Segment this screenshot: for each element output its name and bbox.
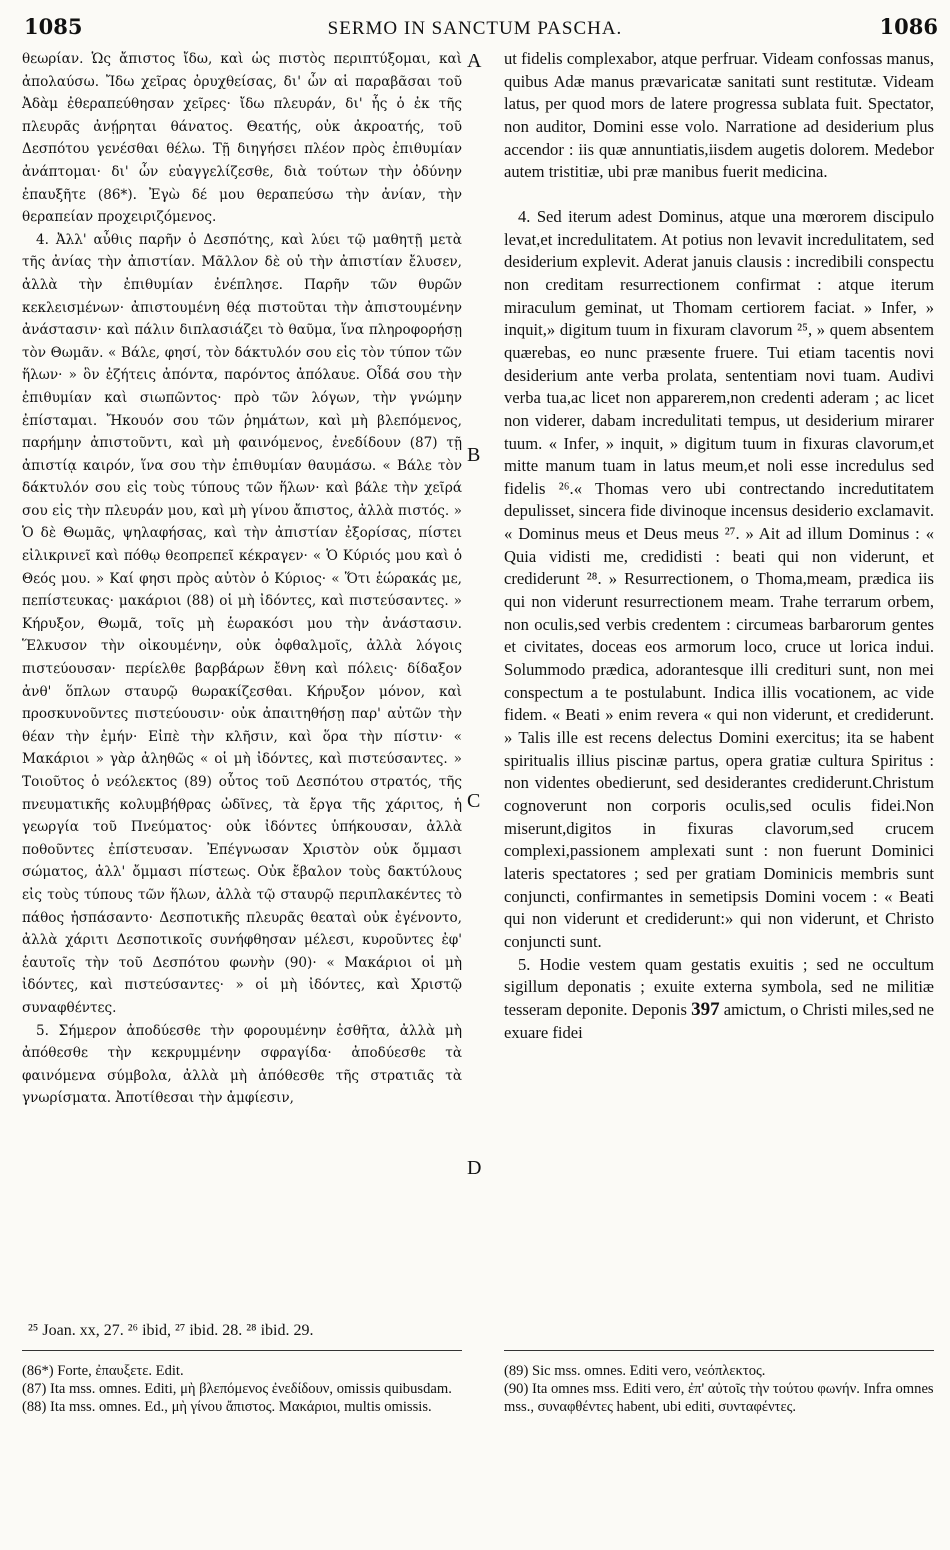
footnote-rule-right <box>504 1350 934 1351</box>
running-header <box>0 8 950 42</box>
greek-paragraph-1: θεωρίαν. Ὡς ἄπιστος ἴδω, καὶ ὡς πιστὸς περιπτύξομαι, καὶ ἀπολαύσω. Ἴδω χεῖρας ὀρυχθείσας, δι' ὧν αἱ παραβᾶσαι τοῦ Ἀδὰμ ἐθεραπεύθησαν χεῖρες· ἴδω πλευράν, δι' ἧς ὁ ἐκ τῆς πλευρᾶς ἀνῄρηται θάνατος. Θεατής, οὐκ ἀκροατής, τοῦ Δεσπότου γενέσθαι θέλω. Τῇ διηγήσει πλέον πρὸς ἐπιθυμίαν ἀνάπτομαι· δι' ὧν εὐαγγελίζεσθε, διὰ τούτων τὴν ὀδύνην ἐπαυξῆτε (86*). Ἐγὼ δέ μου θεραπεύσω τὴν ἀνίαν, τὴν θεραπείαν προχειριζόμενος. <box>22 51 462 226</box>
latin-paragraph-4: 4. Sed iterum adest Dominus, atque una mœrorem discipulo levat,et incredulitatem. At potius non levavit incredulitatem, sed desiderium explevit. Aderat januis clausis : incredibili conspectu non creditam resurrectionem confirmat : atque iterum miraculum geminat, ut Thomam certiorem faciat. » Infer, » inquit,» digitum tuum in fixuram clavorum ²⁵, » quem absentem quærebas, eo nunc præsente fruere. Tui etiam tacentis novi desiderium ante verba prolata, sententiam novi tuam. Audivi verba tua,ac licet non apparerem,non credenti aderam ; ac licet non viderer, dabam incredulitati tempus, ut desiderium mirarer tuum. « Infer, » inquit, » digitum tuum in fixuras clavorum,et mitte manum tuam in latus meum,et noli esse incredulus sed fidelis ²⁶.« Thomas vero ubi contrectando incredutitatem depulisset, sincera fide divinoque incensus desiderio exclamavit. « Dominus meus et Deus meus ²⁷. » Ait ad illum Dominus : « Quia vidisti me, credidisti : beati qui non viderunt, et crediderunt ²⁸. » Resurrectionem, o Thoma,meam, prædica iis qui non viderunt resurrectionem meam. Trahe terrarum orbem, non oculis,sed verbis credentem : circumeas barbarorum gentes et civitates, doceas eos armorum loco, cruce ut lorica indui. Solummodo prædica, adorantesque illi credituri sunt, non mei conspectum a te postulabunt. Indica illis vocationem, ac vide fidem. « Beati » enim revera « qui non viderunt, et crediderunt. » Talis ille est recens delectus Domini exercitus; ita se habent spiritualis illius piscinæ partus, opera gratiæ cultura Spiritus : non videntes obedierunt, sed desiderantes crediderunt.Christum cognoverunt non corporis oculis,sed oculis fidei.Non miserunt,digitos in fixuras clavorum,sed crucem complexi,passionem amplexati sunt : non fuerunt Dominici lateris spectatores ; sed per gratiam Dominicis membris sunt conjuncti, confirmantes in semetipsis Domini vocem : « Beati qui non viderunt et crediderunt:» qui non viderunt, et Christo conjuncti sunt. <box>504 206 934 951</box>
page-number-right: 1086 <box>879 14 938 39</box>
footnote: (86*) Forte, ἐπαυξετε. Edit. <box>22 1363 184 1379</box>
page-number-left: 1085 <box>24 14 83 39</box>
footnote: (87) Ita mss. omnes. Editi, μὴ βλεπόμενος ἐνεδίδουν, omissis quibusdam. <box>22 1381 452 1397</box>
footnotes-right <box>504 1362 934 1416</box>
page-title: SERMO IN SANCTUM PASCHA. <box>327 18 623 39</box>
greek-column <box>22 48 462 1110</box>
footnote-rule-left <box>22 1350 462 1351</box>
latin-paragraph-1: ut fidelis complexabor, atque perfruar. Videam confossas manus, quibus Adæ manus prævaricatæ sanitati sunt restitutæ. Videam latus, per quod mors de latere progressa sublata fuit. Spectator, non auditor, Domini esse volo. Narratione ad desiderium plus accendor : iis quæ annuntiatis,iisdem augetis dolorem. Medebor autem tristitiæ, ubi præ manibus fuerit medicina. <box>504 49 934 182</box>
footnote: (89) Sic mss. omnes. Editi vero, νεόπλεκτος. <box>504 1363 766 1379</box>
latin-paragraph-5-end: amictum, o Christi miles,sed ne exuare fidei <box>504 999 935 1042</box>
latin-column <box>504 48 934 1044</box>
column-number: 397 <box>691 998 720 1020</box>
footnote: (88) Ita mss. omnes. Ed., μὴ γίνου ἄπιστος. Μακάριοι, multis omissis. <box>22 1399 432 1415</box>
paragraph-gap <box>504 184 934 206</box>
margin-mark-d: D <box>467 1157 482 1179</box>
footnote: (90) Ita omnes mss. Editi vero, ἐπ' αὐτοῖς τὴν τούτου φωνήν. Infra omnes mss., συναφθέντες habent, ubi editi, συνταφέντες. <box>504 1381 934 1415</box>
scripture-references: ²⁵ Joan. xx, 27. ²⁶ ibid, ²⁷ ibid. 28. ²⁸ ibid. 29. <box>28 1322 314 1339</box>
greek-paragraph-5: 5. Σήμερον ἀποδύεσθε τὴν φορουμένην ἐσθῆτα, ἀλλὰ μὴ ἀπόθεσθε τὴν κεκρυμμένην σφραγίδα· ἀποδύεσθε τὰ φαινόμενα σύμβολα, ἀλλὰ μὴ ἀπόθεσθε τῆς στρατιᾶς τὰ γνωρίσματα. Ἀποτίθεσαι τὴν ἀμφίεσιν, <box>22 1022 462 1107</box>
margin-mark-b: B <box>467 444 481 466</box>
latin-paragraph-5-start: 5. Hodie vestem quam gestatis exuitis ; sed ne occultum sigillum deponatis ; exuite externa symbola, sed ne militiæ tesseram deponite. Deponis <box>504 954 934 1019</box>
footnotes-left <box>22 1362 462 1416</box>
greek-paragraph-4: 4. Ἀλλ' αὖθις παρῆν ὁ Δεσπότης, καὶ λύει τῷ μαθητῇ μετὰ τῆς ἀνίας τὴν ἀπιστίαν. Μᾶλλον δὲ οὐ τὴν ἀπιστίαν ἔλυσεν, ἀλλὰ τὴν ἐπιθυμίαν ἐνέπλησε. Παρῆν τῶν θυρῶν κεκλεισμένων· ἀπιστουμένη θέᾳ πιστοῦται τὴν ἀπιστουμένην ἀνάστασιν· καὶ πάλιν διπλασιάζει τὸ θαῦμα, ἵνα πληροφορήσῃ τὸν Θωμᾶν. « Βάλε, φησί, τὸν δάκτυλόν σου εἰς τὸν τύπον τῶν ἥλων· » ὃν ἐζήτεις ἀπόντα, παρόντος ἀπόλαυε. Οἶδά σου τὴν ἐπιθυμίαν καὶ σιωπῶντος· πρὸ τῶν λόγων, τὴν γνώμην ἐπίσταμαι. Ἤκουόν σου τῶν ῥημάτων, καὶ μὴ βλεπόμενος, παρήμην ἀπιστοῦντι, καὶ μὴ φαινόμενος, ἐνεδίδουν (87) τῇ ἀπιστίᾳ καιρόν, ἵνα σου τὴν ἐπιθυμίαν θαυμάσω. « Βάλε τὸν δάκτυλόν σου εἰς τοὺς τύπους τῶν ἥλων· καὶ βάλε τὴν χεῖρά σου εἰς τὴν πλευράν μου, καὶ μὴ γίνου ἄπιστος, ἀλλὰ πιστός. » Ὁ δὲ Θωμᾶς, ψηλαφήσας, καὶ τὴν ἀπιστίαν ἐξορίσας, πίστει εἰλικρινεῖ καὶ πόθῳ θεοπρεπεῖ κέκραγεν· « Ὁ Κύριός μου καὶ ὁ Θεός μου. » Καί φησι πρὸς αὐτὸν ὁ Κύριος· « Ὅτι ἑώρακάς με, πεπίστευκας· μακάριοι (88) οἱ μὴ ἰδόντες, καὶ πιστεύσαντες. » Κήρυξον, Θωμᾶ, τοῖς μὴ ἑωρακόσι μου τὴν ἀνάστασιν. Ἕλκυσον τὴν οἰκουμένην, οὐκ ὀφθαλμοῖς, ἀλλὰ λόγοις πιστεύουσαν· περίελθε βαρβάρων ἔθνη καὶ πόλεις· δίδαξον ἀνθ' ὅπλων σταυρῷ θωρακίζεσθαι. Κήρυξον μόνον, καὶ προσκυνοῦντες πιστεύουσιν· οὐκ ἀπαιτηθήσῃ παρ' αὐτῶν τὴν θέαν τὴν ἐμήν· Εἰπὲ τὴν κλῆσιν, καὶ ὅρα τὴν πίστιν· « Μακάριοι » γὰρ ἀληθῶς « οἱ μὴ ἰδόντες, καὶ πιστεύσαντες. » Τοιοῦτος ὁ νεόλεκτος (89) οὗτος τοῦ Δεσπότου στρατός, τῆς πνευματικῆς κολυμβήθρας ὠδῖνες, τὰ ἔργα τῆς χάριτος, ἡ γεωργία τοῦ Πνεύματος· οὐκ ἰδόντες ὑπήκουσαν, ἀλλὰ ποθοῦντες ἐπίστευσαν. Ἐπέγνωσαν Χριστὸν οὐκ ὄμμασι σώματος, ἀλλ' ὄμμασι πίστεως. Οὐκ ἔβαλον τοὺς δακτύλους εἰς τοὺς τύπους τῶν ἥλων, ἀλλὰ τῷ σταυρῷ περιπλακέντες τὸ πάθος ἠσπάσαντο· Δεσποτικῆς πλευρᾶς θεαταὶ οὐκ ἐγένοντο, ἀλλὰ χάριτι Δεσποτικοῖς συνήφθησαν μέλεσι, κυροῦντες ἐφ' ἑαυτοῖς τὴν τοῦ Δεσπότου φωνὴν (90)· « Μακάριοι οἱ μὴ ἰδόντες, καὶ πιστεύσαντες· » οἱ μὴ ἰδόντες, καὶ Χριστῷ συναφθέντες. <box>22 231 462 1016</box>
latin-paragraph-5 <box>504 954 934 1045</box>
margin-mark-c: C <box>467 790 481 812</box>
margin-mark-a: A <box>467 50 482 72</box>
